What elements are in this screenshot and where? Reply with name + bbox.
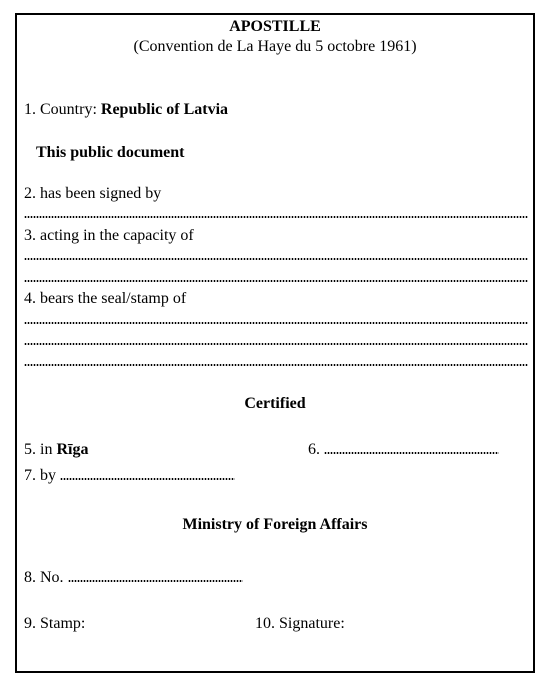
field-by-label: 7. by (24, 467, 60, 484)
field-date-label: 6. (308, 441, 324, 458)
field-signed-by-label: 2. has been signed by (24, 185, 162, 202)
field-date (308, 441, 499, 459)
section-heading: This public document (36, 144, 185, 161)
field-seal-line-1 (24, 322, 528, 324)
field-place-value: Rīga (56, 441, 89, 458)
field-country (24, 101, 228, 119)
field-signature-label: 10. Signature: (255, 615, 345, 632)
field-stamp-label: 9. Stamp: (24, 615, 86, 632)
field-place (24, 441, 88, 459)
field-country-value: Republic of Latvia (100, 101, 229, 118)
field-place-label: 5. in (24, 441, 57, 458)
field-by-line (60, 478, 235, 480)
field-date-line (324, 452, 499, 454)
field-by (24, 467, 235, 485)
field-capacity-line-1 (24, 258, 528, 260)
document-title: APOSTILLE (229, 18, 321, 35)
field-signed-by-line (24, 216, 528, 218)
document-subtitle: (Convention de La Haye du 5 octobre 1961) (133, 38, 417, 55)
field-number (24, 569, 243, 587)
field-capacity-label: 3. acting in the capacity of (24, 227, 194, 244)
certified-heading: Certified (244, 395, 306, 412)
field-seal-line-2 (24, 343, 528, 345)
field-number-label: 8. No. (24, 569, 68, 586)
field-seal-line-3 (24, 364, 528, 366)
field-number-line (68, 580, 243, 582)
field-country-label: 1. Country: (24, 101, 101, 118)
field-seal-label: 4. bears the seal/stamp of (24, 290, 187, 307)
field-capacity-line-2 (24, 280, 528, 282)
ministry-name: Ministry of Foreign Affairs (182, 516, 368, 533)
